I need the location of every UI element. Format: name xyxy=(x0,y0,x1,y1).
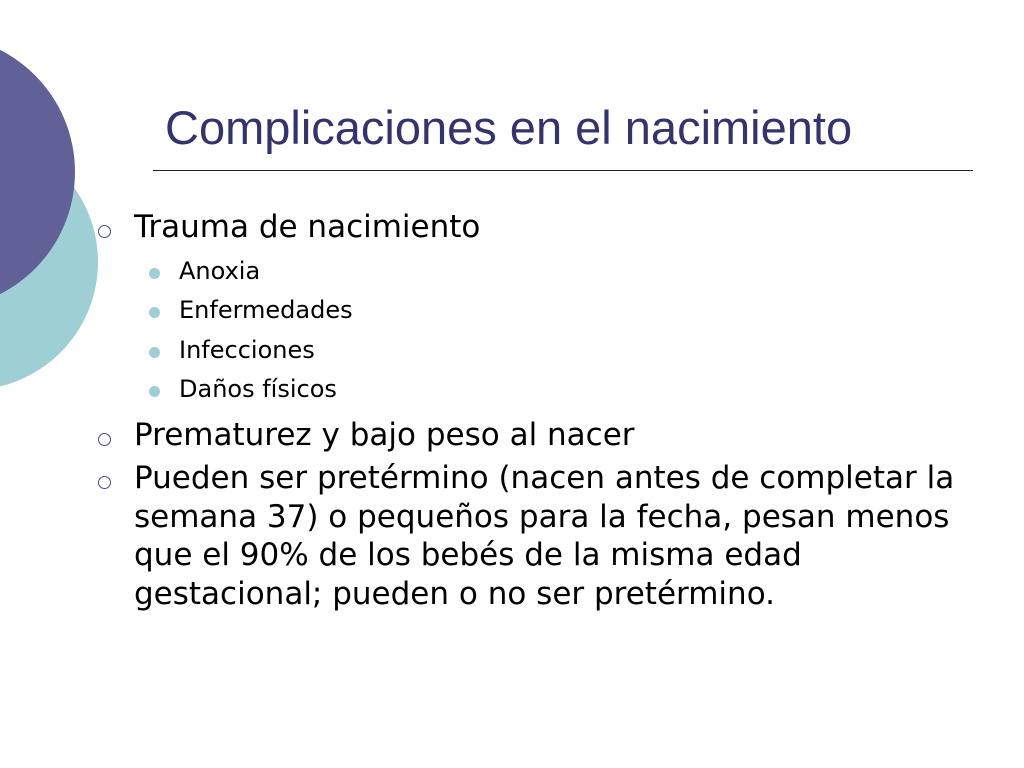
sub-bullet-item xyxy=(96,291,966,331)
sub-bullet-text: Enfermedades xyxy=(179,296,353,324)
hollow-circle-bullet-icon xyxy=(98,225,111,238)
bullet-text: Prematurez y bajo peso al nacer xyxy=(134,416,635,453)
dot-bullet-icon xyxy=(149,386,160,397)
hollow-circle-bullet-icon xyxy=(98,476,111,489)
title-underline xyxy=(153,170,973,171)
sub-bullet-item xyxy=(96,370,966,410)
decorative-circles xyxy=(0,0,110,410)
dot-bullet-icon xyxy=(149,307,160,318)
hollow-circle-bullet-icon xyxy=(98,433,111,446)
bullet-item xyxy=(96,208,966,247)
dot-bullet-icon xyxy=(149,347,160,358)
sub-bullet-text: Infecciones xyxy=(179,335,315,364)
sub-bullet-list xyxy=(96,252,966,410)
bullet-item xyxy=(96,459,966,613)
slide-title: Complicaciones en el nacimiento xyxy=(165,101,853,154)
sub-bullet-text: Anoxia xyxy=(179,256,261,285)
bullet-item xyxy=(96,416,966,455)
sub-bullet-item xyxy=(96,331,966,371)
bullet-text: Pueden ser pretérmino (nacen antes de completar la semana 37) o pequeños para la fecha, pesan menos que el 90% de los bebés de la misma edad gestacional; pueden o no ser pretérmino. xyxy=(134,460,955,612)
slide-content xyxy=(96,208,966,618)
sub-bullet-text: Daños físicos xyxy=(179,375,337,403)
dot-bullet-icon xyxy=(149,268,160,279)
sub-bullet-item xyxy=(96,252,966,292)
bullet-text: Trauma de nacimiento xyxy=(134,209,481,245)
